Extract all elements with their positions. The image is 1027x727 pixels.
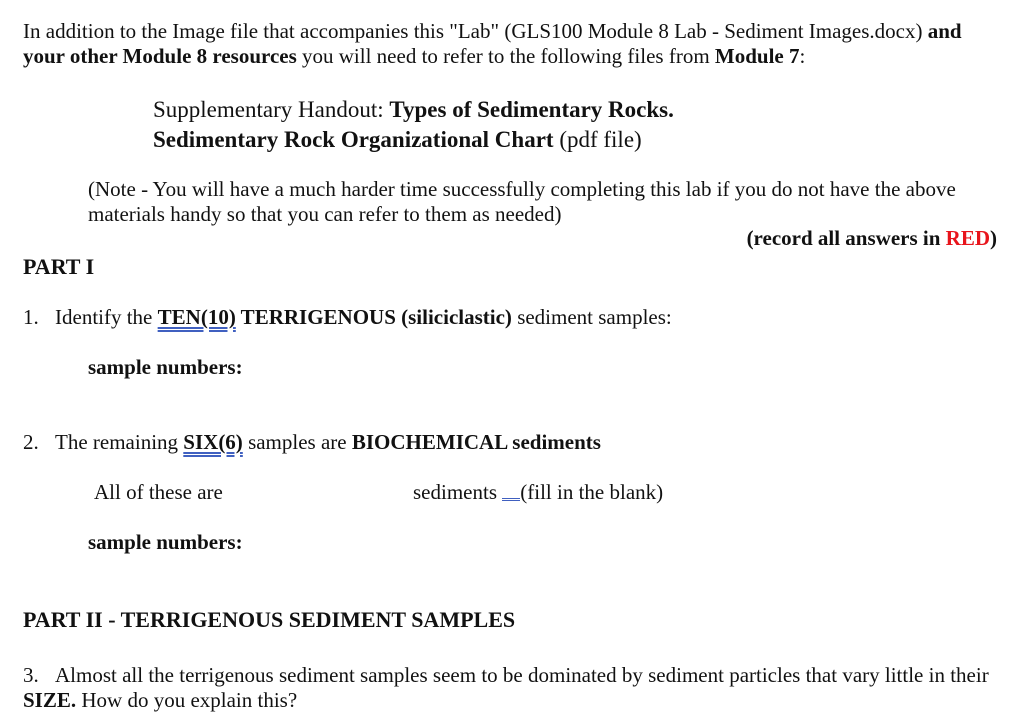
question-3-bold: SIZE. xyxy=(23,688,77,712)
question-1-type: TERRIGENOUS (siliciclastic) xyxy=(235,305,512,329)
intro-paragraph xyxy=(23,19,1008,69)
record-suffix: ) xyxy=(990,226,997,250)
record-red-word: RED xyxy=(945,226,990,250)
question-2-fill-blank xyxy=(413,480,663,505)
question-2-count: SIX(6) xyxy=(183,430,243,454)
question-3-number: 3. xyxy=(23,663,39,687)
question-1-number: 1. xyxy=(23,305,39,329)
file-item-handout-title: Types of Sedimentary Rocks. xyxy=(389,97,674,122)
question-2-text-a: The remaining xyxy=(55,430,184,454)
record-instruction xyxy=(747,226,997,251)
file-item-chart-title: Sedimentary Rock Organizational Chart xyxy=(153,127,554,152)
question-1-text-a: Identify the xyxy=(55,305,158,329)
note-paragraph: (Note - You will have a much harder time successfully completing this lab if you do not have the above materials handy so that you can refer to them as needed) xyxy=(88,177,956,226)
question-3-text-b: How do you explain this? xyxy=(76,688,298,712)
intro-text-1: In addition to the Image file that accompanies this "Lab" (GLS100 Module 8 Lab - Sediment Images.docx) xyxy=(23,19,928,43)
intro-bold-2: Module 7 xyxy=(714,44,800,68)
intro-bold-1: and your other Module 8 resources xyxy=(23,19,962,68)
question-2 xyxy=(23,430,1003,455)
question-2-sample-numbers-label: sample numbers: xyxy=(88,530,243,554)
file-item-handout xyxy=(153,95,953,125)
question-3 xyxy=(23,663,998,713)
question-1-text-b: sediment samples: xyxy=(511,305,672,329)
intro-text-3: : xyxy=(799,44,806,68)
question-1-count: TEN(10) xyxy=(157,305,236,329)
question-2-all-of-these: All of these are xyxy=(94,480,223,504)
record-prefix: (record all answers in xyxy=(746,226,946,250)
intro-text-2: you will need to refer to the following files from xyxy=(296,44,715,68)
question-1-sample-numbers-label: sample numbers: xyxy=(88,355,243,379)
answer-blank[interactable] xyxy=(502,480,520,501)
question-2-fill-hint: (fill in the blank) xyxy=(520,480,664,504)
question-3-text-a: Almost all the terrigenous sediment samples seem to be dominated by sediment particles that vary little in their xyxy=(55,663,989,687)
question-2-text-b: samples are xyxy=(242,430,352,454)
question-2-number: 2. xyxy=(23,430,39,454)
question-2-bold: BIOCHEMICAL sediments xyxy=(351,430,601,454)
file-item-chart xyxy=(153,125,953,155)
question-1 xyxy=(23,305,1003,330)
part1-heading: PART I xyxy=(23,254,95,279)
file-item-chart-suffix: (pdf file) xyxy=(553,127,642,152)
files-list xyxy=(153,95,953,155)
question-2-sediments: sediments xyxy=(413,480,497,504)
part2-heading: PART II - TERRIGENOUS SEDIMENT SAMPLES xyxy=(23,607,516,632)
file-item-handout-prefix: Supplementary Handout: xyxy=(153,97,390,122)
